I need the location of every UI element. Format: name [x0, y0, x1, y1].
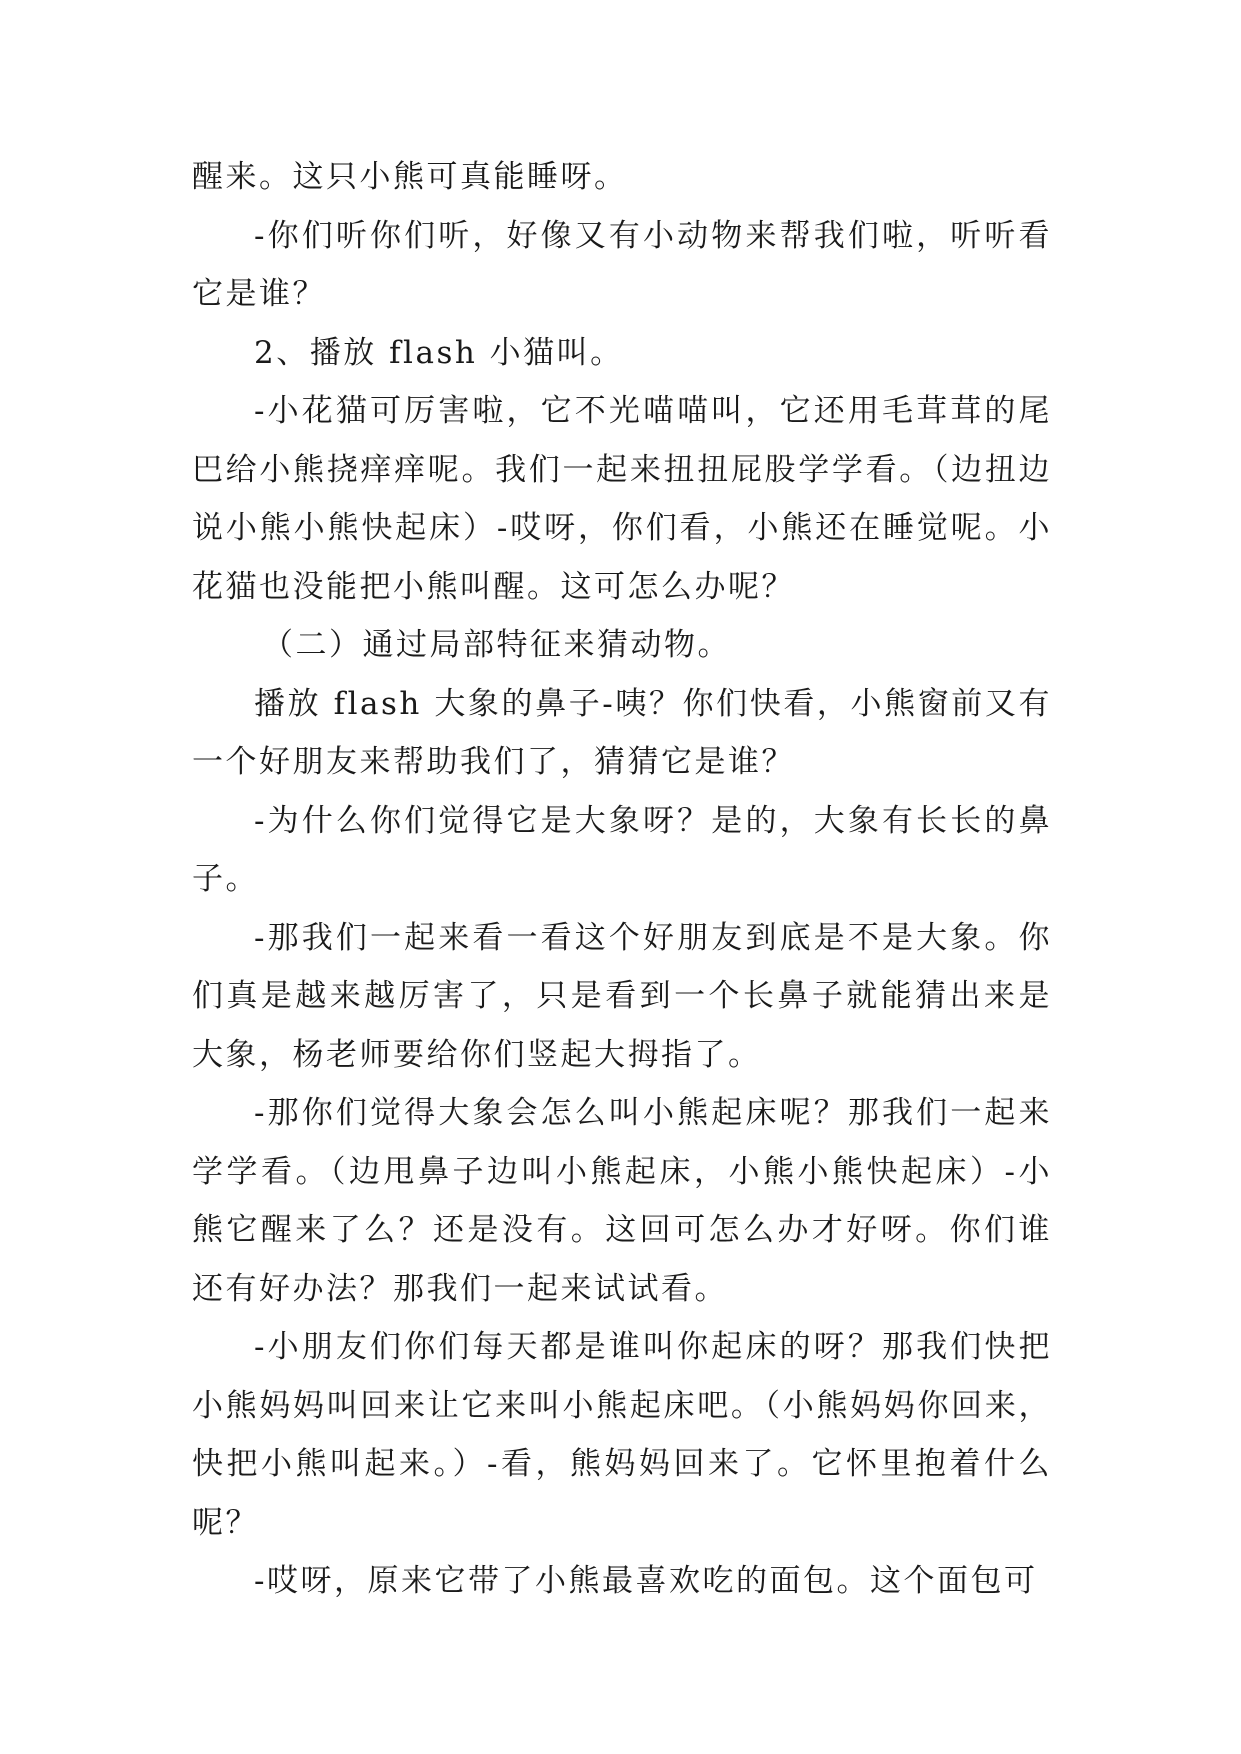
document-body	[192, 148, 1052, 1611]
paragraph-2: -你们听你们听，好像又有小动物来帮我们啦，听听看它是谁？	[192, 217, 1052, 312]
paragraph-9: -小朋友们你们每天都是谁叫你起床的呀？那我们快把小熊妈妈叫回来让它来叫小熊起床吧。（小熊妈妈你回来，快把小熊叫起来。）-看，熊妈妈回来了。它怀里抱着什么呢？	[192, 1329, 1052, 1541]
paragraph-6: -为什么你们觉得它是大象呀？是的，大象有长长的鼻子。	[192, 802, 1052, 897]
paragraph-5: 播放 flash 大象的鼻子-咦？你们快看，小熊窗前又有一个好朋友来帮助我们了，猜猜它是谁？	[192, 685, 1052, 780]
paragraph-8: -那你们觉得大象会怎么叫小熊起床呢？那我们一起来学学看。（边甩鼻子边叫小熊起床，小熊小熊快起床）-小熊它醒来了么？还是没有。这回可怎么办才好呀。你们谁还有好办法？那我们一起来试试看。	[192, 1095, 1052, 1307]
paragraph-10: -哎呀，原来它带了小熊最喜欢吃的面包。这个面包可	[254, 1563, 1038, 1599]
section-heading: （二）通过局部特征来猜动物。	[262, 627, 731, 663]
paragraph-1: 醒来。这只小熊可真能睡呀。	[192, 159, 628, 195]
paragraph-3: 2、播放 flash 小猫叫。	[254, 334, 624, 371]
paragraph-4: -小花猫可厉害啦，它不光喵喵叫，它还用毛茸茸的尾巴给小熊挠痒痒呢。我们一起来扭扭屁股学学看。（边扭边说小熊小熊快起床）-哎呀，你们看，小熊还在睡觉呢。小花猫也没能把小熊叫醒。这可怎么办呢？	[192, 393, 1052, 605]
paragraph-7: -那我们一起来看一看这个好朋友到底是不是大象。你们真是越来越厉害了，只是看到一个长鼻子就能猜出来是大象，杨老师要给你们竖起大拇指了。	[192, 919, 1052, 1073]
